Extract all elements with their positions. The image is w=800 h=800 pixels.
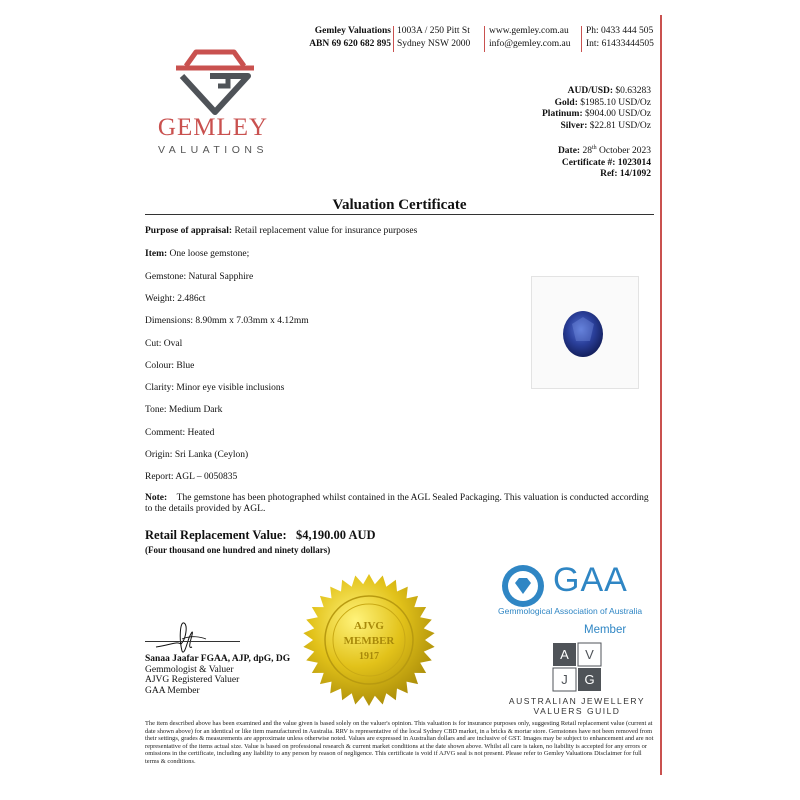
cert-date: Date: 28th October 2023 — [557, 145, 651, 157]
signer-role: AJVG Registered Valuer — [145, 675, 240, 685]
header-divider — [484, 26, 485, 52]
company-abn: ABN 69 620 682 895 — [309, 39, 391, 49]
signature-line — [145, 641, 240, 642]
gaa-member-label: Member — [584, 624, 627, 636]
email: info@gemley.com.au — [489, 39, 571, 49]
gaa-logo-text: GAA — [553, 561, 628, 599]
value-in-words: (Four thousand one hundred and ninety dollars) — [145, 545, 331, 555]
detail-origin: Origin: Sri Lanka (Ceylon) — [145, 450, 249, 460]
company-phone — [586, 25, 654, 51]
page-title: Valuation Certificate — [332, 197, 467, 213]
detail-dimensions: Dimensions: 8.90mm x 7.03mm x 4.12mm — [145, 316, 309, 326]
gaa-badge-icon — [500, 563, 546, 609]
seal-text: AJVG — [354, 620, 384, 632]
value-amount: $4,190.00 AUD — [296, 528, 376, 542]
item-description: Item: One loose gemstone; — [145, 249, 250, 259]
cert-number: Certificate #: 1023014 — [561, 157, 651, 168]
ajvg-logo-icon — [552, 642, 602, 692]
logo-wordmark: GEMLEY — [157, 114, 269, 141]
gaa-subtitle: Gemmological Association of Australia — [498, 606, 643, 616]
detail-clarity: Clarity: Minor eye visible inclusions — [145, 383, 285, 393]
certificate-meta — [558, 143, 651, 181]
svg-text:G: G — [584, 672, 595, 687]
logo-subtitle: VALUATIONS — [158, 144, 268, 156]
address-line1: 1003A / 250 Pitt St — [397, 26, 470, 36]
detail-comment: Comment: Heated — [145, 428, 215, 438]
signer-name: Sanaa Jaafar FGAA, AJP, dpG, DG — [145, 654, 291, 664]
company-info — [291, 25, 391, 51]
rate-gold: Gold: $1985.10 USD/Oz — [554, 97, 651, 108]
sapphire-gem-icon — [532, 277, 638, 388]
right-accent-line — [660, 15, 662, 775]
svg-text:A: A — [560, 647, 569, 662]
company-address — [397, 25, 470, 51]
detail-tone: Tone: Medium Dark — [145, 405, 223, 415]
intl-phone: Int: 61433444505 — [586, 39, 654, 49]
seal-text: 1917 — [359, 651, 379, 662]
detail-weight: Weight: 2.486ct — [145, 294, 206, 304]
svg-text:J: J — [561, 672, 568, 687]
signer-role: Gemmologist & Valuer — [145, 664, 234, 675]
company-web — [489, 25, 570, 51]
detail-colour: Colour: Blue — [145, 361, 195, 371]
ajvg-member-seal-icon — [302, 573, 436, 707]
note: Note: The gemstone has been photographed whilst contained in the AGL Sealed Packaging. This valuation is conducted according to the details provided by AGL. — [145, 493, 649, 514]
rate-silver: Silver: $22.81 USD/Oz — [560, 120, 651, 131]
gemstone-photo — [531, 276, 639, 389]
website: www.gemley.com.au — [489, 26, 569, 36]
metal-rates — [542, 86, 651, 132]
header-divider — [393, 26, 394, 52]
retail-replacement-value: Retail Replacement Value: $4,190.00 AUD — [145, 528, 376, 542]
title-underline — [145, 214, 654, 215]
signer-role: GAA Member — [145, 685, 200, 696]
signature-icon — [146, 617, 246, 657]
rate-audusd: AUD/USD: $0.63283 — [567, 86, 651, 96]
phone: Ph: 0433 444 505 — [586, 26, 654, 36]
seal-text: MEMBER — [343, 635, 395, 647]
company-name: Gemley Valuations — [314, 26, 391, 36]
rate-platinum: Platinum: $904.00 USD/Oz — [542, 109, 651, 119]
svg-text:V: V — [585, 647, 594, 662]
detail-cut: Cut: Oval — [145, 339, 183, 349]
address-line2: Sydney NSW 2000 — [397, 39, 471, 49]
purpose-of-appraisal: Purpose of appraisal: Retail replacement value for insurance purposes — [145, 226, 418, 236]
detail-report: Report: AGL – 0050835 — [145, 472, 238, 482]
cert-ref: Ref: 14/1092 — [600, 169, 651, 180]
signer-block — [145, 654, 290, 696]
detail-gemstone: Gemstone: Natural Sapphire — [145, 272, 254, 282]
disclaimer-text: The item described above has been examined and the value given is based solely on the valuer's opinion. This valuation is for insurance purposes only, suggesting Retail replacement value (current at date shown above) for an identical or like item manufactured in Australia. RRV is representative of the local Sydney CBD market, in a bricks & mortar store. Gemstones have not been removed from their settings, grades & measurements are approximate unless otherwise noted. Values are expressed in Australian dollars and are inclusive of GST. Images may be subject to enhancement and are not representative of the items actual size. Value is based on professional research & current market conditions at the date shown above. Whilst all care is taken, no liability is accepted for any errors or omissions in the certificate, including any liability to any person by reason of negligence. This certificate is void if AJVG seal is not present. Please refer to Gemley Valuations Disclaimer for full terms & conditions. — [145, 720, 654, 765]
header-divider — [581, 26, 582, 52]
ajvg-name: AUSTRALIAN JEWELLERY VALUERS GUILD — [508, 696, 646, 716]
